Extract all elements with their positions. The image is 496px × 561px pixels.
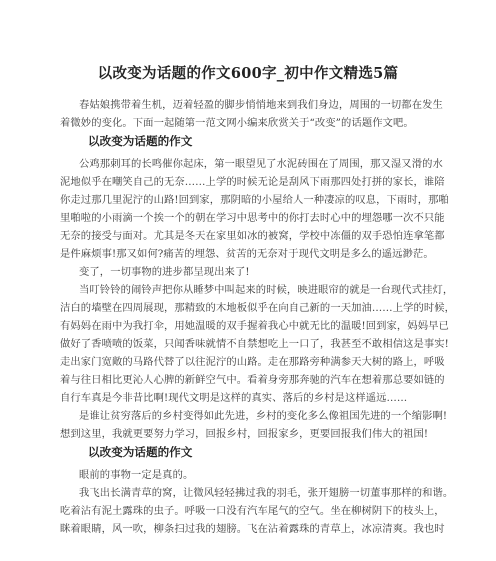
intro-line: 着微妙的变化。下面一起随第一范文网小编来欣赏关于“改变”的话题作文吧。 xyxy=(60,117,414,129)
paragraph-line: 变了，一切事物的进步都呈现出来了! xyxy=(79,266,250,278)
section-heading: 以改变为话题的作文 xyxy=(88,134,193,148)
paragraph-line: 里啪啦的小雨滴一个挨一个的朝在学习中思考中的你打去时心中的埋怨哪一次不只能 xyxy=(60,212,445,224)
section-heading: 以改变为话题的作文 xyxy=(88,445,193,459)
paragraph-line: 洁白的墙壁在四周展现，那精致的木地板似乎在向自己新的一天加油……上学的时候， xyxy=(60,302,456,314)
paragraph-line: 做好了香喷喷的饭菜，只闻香味就情不自禁想吃上一口了，我甚至不敢相信这是事实! xyxy=(60,338,449,350)
paragraph-line: 是谁让贫穷落后的乡村变得如此先进，乡村的变化多么像祖国先进的一个缩影啊! xyxy=(79,410,448,422)
paragraph-line: 眯着眼睛，风一吹，柳条扫过我的翅膀。飞在沾着露珠的青草上，冰凉清爽。我也时 xyxy=(60,523,445,535)
paragraph-line: 你走过那几里泥泞的山路!回到家，那阴暗的小屋给人一种凄凉的叹息，下雨时，那啪 xyxy=(60,194,449,206)
paragraph-line: 自行车真是今非昔比啊!现代文明是这样的真实、落后的乡村是这样遥远…… xyxy=(60,392,408,404)
paragraph-line: 无奈的接受与面对。尤其是冬天在家里如冰的被窝，学校中冻僵的双手恐怕连拿笔都 xyxy=(60,230,445,242)
paragraph-line: 眼前的事物一定是真的。 xyxy=(79,469,194,481)
paragraph-line: 吃着沾有泥土露珠的虫子。呼吸一口没有汽车尾气的空气。坐在柳树阴下的枝头上， xyxy=(60,505,445,517)
paragraph-line: 我飞出长满青草的窝，让微风轻轻拂过我的羽毛，张开翅膀一切董事那样的和谐。 xyxy=(79,487,454,499)
page-title: 以改变为话题的作文600字_初中作文精选5篇 xyxy=(97,65,399,82)
paragraph-line: 走出家门宽敞的马路代替了以往泥泞的山路。走在那路旁种满参天大树的路上，呼吸 xyxy=(60,356,445,368)
paragraph-line: 着与往日相比更沁人心脾的新鲜空气中。看着身旁那奔驰的汽车在想着那总要如链的 xyxy=(60,374,445,386)
paragraph-line: 公鸡那刺耳的长鸣催你起床，第一眼望见了水泥砖围在了周围，那又湿又滑的水 xyxy=(79,158,443,170)
intro-line: 春姑娘携带着生机，迈着轻盈的脚步悄悄地来到我们身边，周围的一切都在发生 xyxy=(79,99,443,111)
paragraph-line: 当叮铃铃的闹铃声把你从睡梦中叫起来的时候，映进眼帘的就是一台现代式挂灯， xyxy=(79,284,454,296)
paragraph-line: 想到这里，我就更要努力学习，回报乡村，回报家乡，更要回报我们伟大的祖国! xyxy=(60,428,429,440)
paragraph-line: 有妈妈在雨中为我打伞，用她温暖的双手握着我心中就无比的温暖!回到家，妈妈早已 xyxy=(60,320,449,332)
paragraph-line: 泥地似乎在嘲笑自己的无奈……上学的时候无论是刮风下雨那四处打拼的家长，谁陪 xyxy=(60,176,445,188)
paragraph-line: 是件麻烦事!那又如何?痛苦的埋怨、贫苦的无奈对于现代文明是多么的遥远渺茫。 xyxy=(60,248,434,260)
